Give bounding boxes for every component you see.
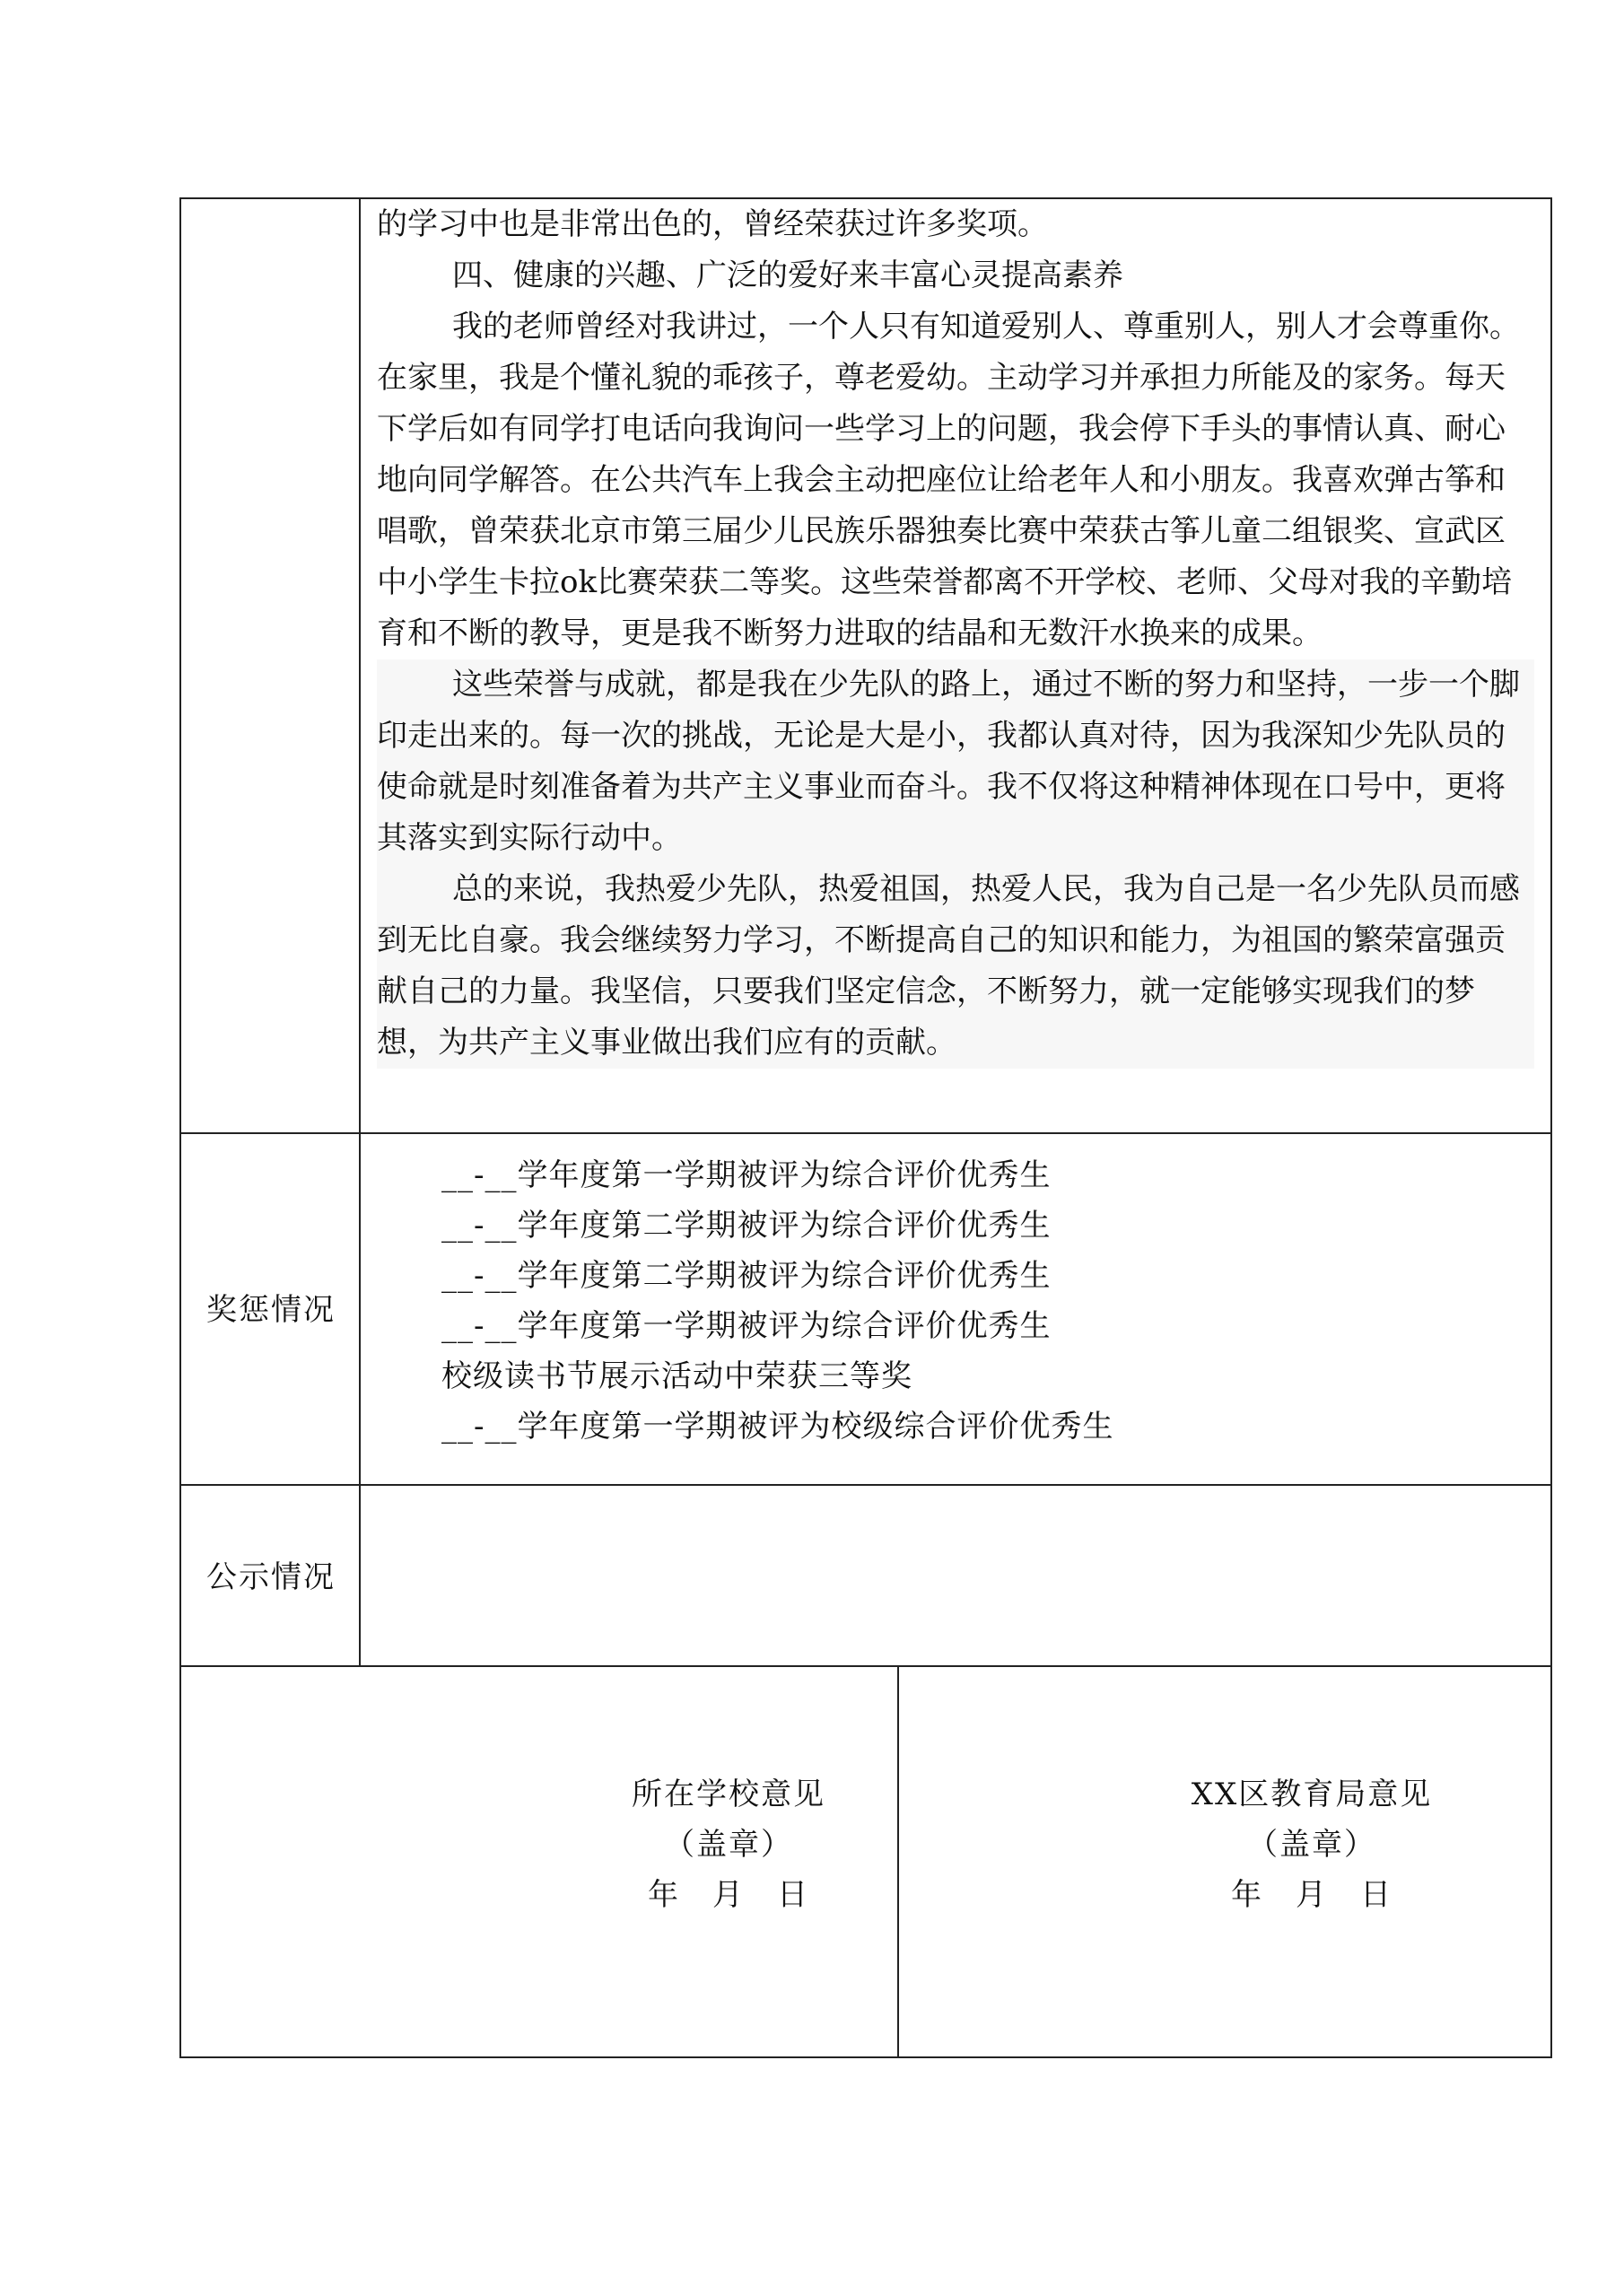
essay-content [377, 199, 1534, 1132]
school-opinion-title: 所在学校意见 [632, 1777, 825, 1812]
label-column-divider [359, 199, 361, 1665]
school-opinion-date: 年 月 日 [648, 1877, 809, 1913]
publicity-content [361, 1486, 1550, 1663]
school-opinion [567, 1769, 890, 1920]
award-item: 校级读书节展示活动中荣获三等奖 [441, 1358, 912, 1394]
essay-shaded-block [377, 659, 1534, 1069]
awards-list [441, 1150, 1518, 1452]
application-form-table [179, 197, 1552, 2058]
essay-paragraph-honors: 这些荣誉与成就，都是我在少先队的路上，通过不断的努力和坚持，一步一个脚印走出来的。每一次的挑战，无论是大是小，我都认真对待，因为我深知少先队员的使命就是时刻准备着为共产主义事业而奋斗。我不仅将这种精神体现在口号中，更将其落实到实际行动中。 [377, 667, 1520, 856]
essay-line-1: 的学习中也是非常出色的，曾经荣获过许多奖项。 [377, 206, 1048, 242]
award-item: __-__学年度第一学期被评为综合评价优秀生 [441, 1157, 1052, 1193]
award-item: __-__学年度第一学期被评为综合评价优秀生 [441, 1308, 1052, 1344]
award-item: __-__学年度第二学期被评为综合评价优秀生 [441, 1258, 1052, 1294]
essay-heading-4: 四、健康的兴趣、广泛的爱好来丰富心灵提高素养 [452, 258, 1123, 293]
essay-paragraph-teacher: 我的老师曾经对我讲过，一个人只有知道爱别人、尊重别人，别人才会尊重你。在家里，我是个懂礼貌的乖孩子，尊老爱幼。主动学习并承担力所能及的家务。每天下学后如有同学打电话向我询问一些学习上的问题，我会停下手头的事情认真、耐心地向同学解答。在公共汽车上我会主动把座位让给老年人和小朋友。我喜欢弹古筝和唱歌，曾荣获北京市第三届少儿民族乐器独奏比赛中荣获古筝儿童二组银奖、宣武区中小学生卡拉ok比赛荣获二等奖。这些荣誉都离不开学校、老师、父母对我的辛勤培育和不断的教导，更是我不断努力进取的结晶和无数汗水换来的成果。 [377, 309, 1520, 651]
award-item: __-__学年度第二学期被评为综合评价优秀生 [441, 1208, 1052, 1244]
publicity-label: 公示情况 [206, 1559, 336, 1595]
award-item: __-__学年度第一学期被评为校级综合评价优秀生 [441, 1409, 1114, 1445]
row-divider-essay-awards [181, 1132, 1550, 1134]
row-divider-publicity-opinions [181, 1665, 1550, 1667]
awards-label: 奖惩情况 [206, 1292, 336, 1328]
bureau-opinion [1150, 1769, 1473, 1920]
bureau-opinion-seal: （盖章） [1247, 1827, 1376, 1863]
bureau-opinion-date: 年 月 日 [1231, 1877, 1393, 1913]
bureau-opinion-title: XX区教育局意见 [1191, 1777, 1433, 1812]
essay-paragraph-conclusion: 总的来说，我热爱少先队，热爱祖国，热爱人民，我为自己是一名少先队员而感到无比自豪。我会继续努力学习，不断提高自己的知识和能力，为祖国的繁荣富强贡献自己的力量。我坚信，只要我们坚定信念，不断努力，就一定能够实现我们的梦想，为共产主义事业做出我们应有的贡献。 [377, 871, 1520, 1061]
school-opinion-seal: （盖章） [664, 1827, 793, 1863]
opinion-column-divider [897, 1665, 899, 2058]
